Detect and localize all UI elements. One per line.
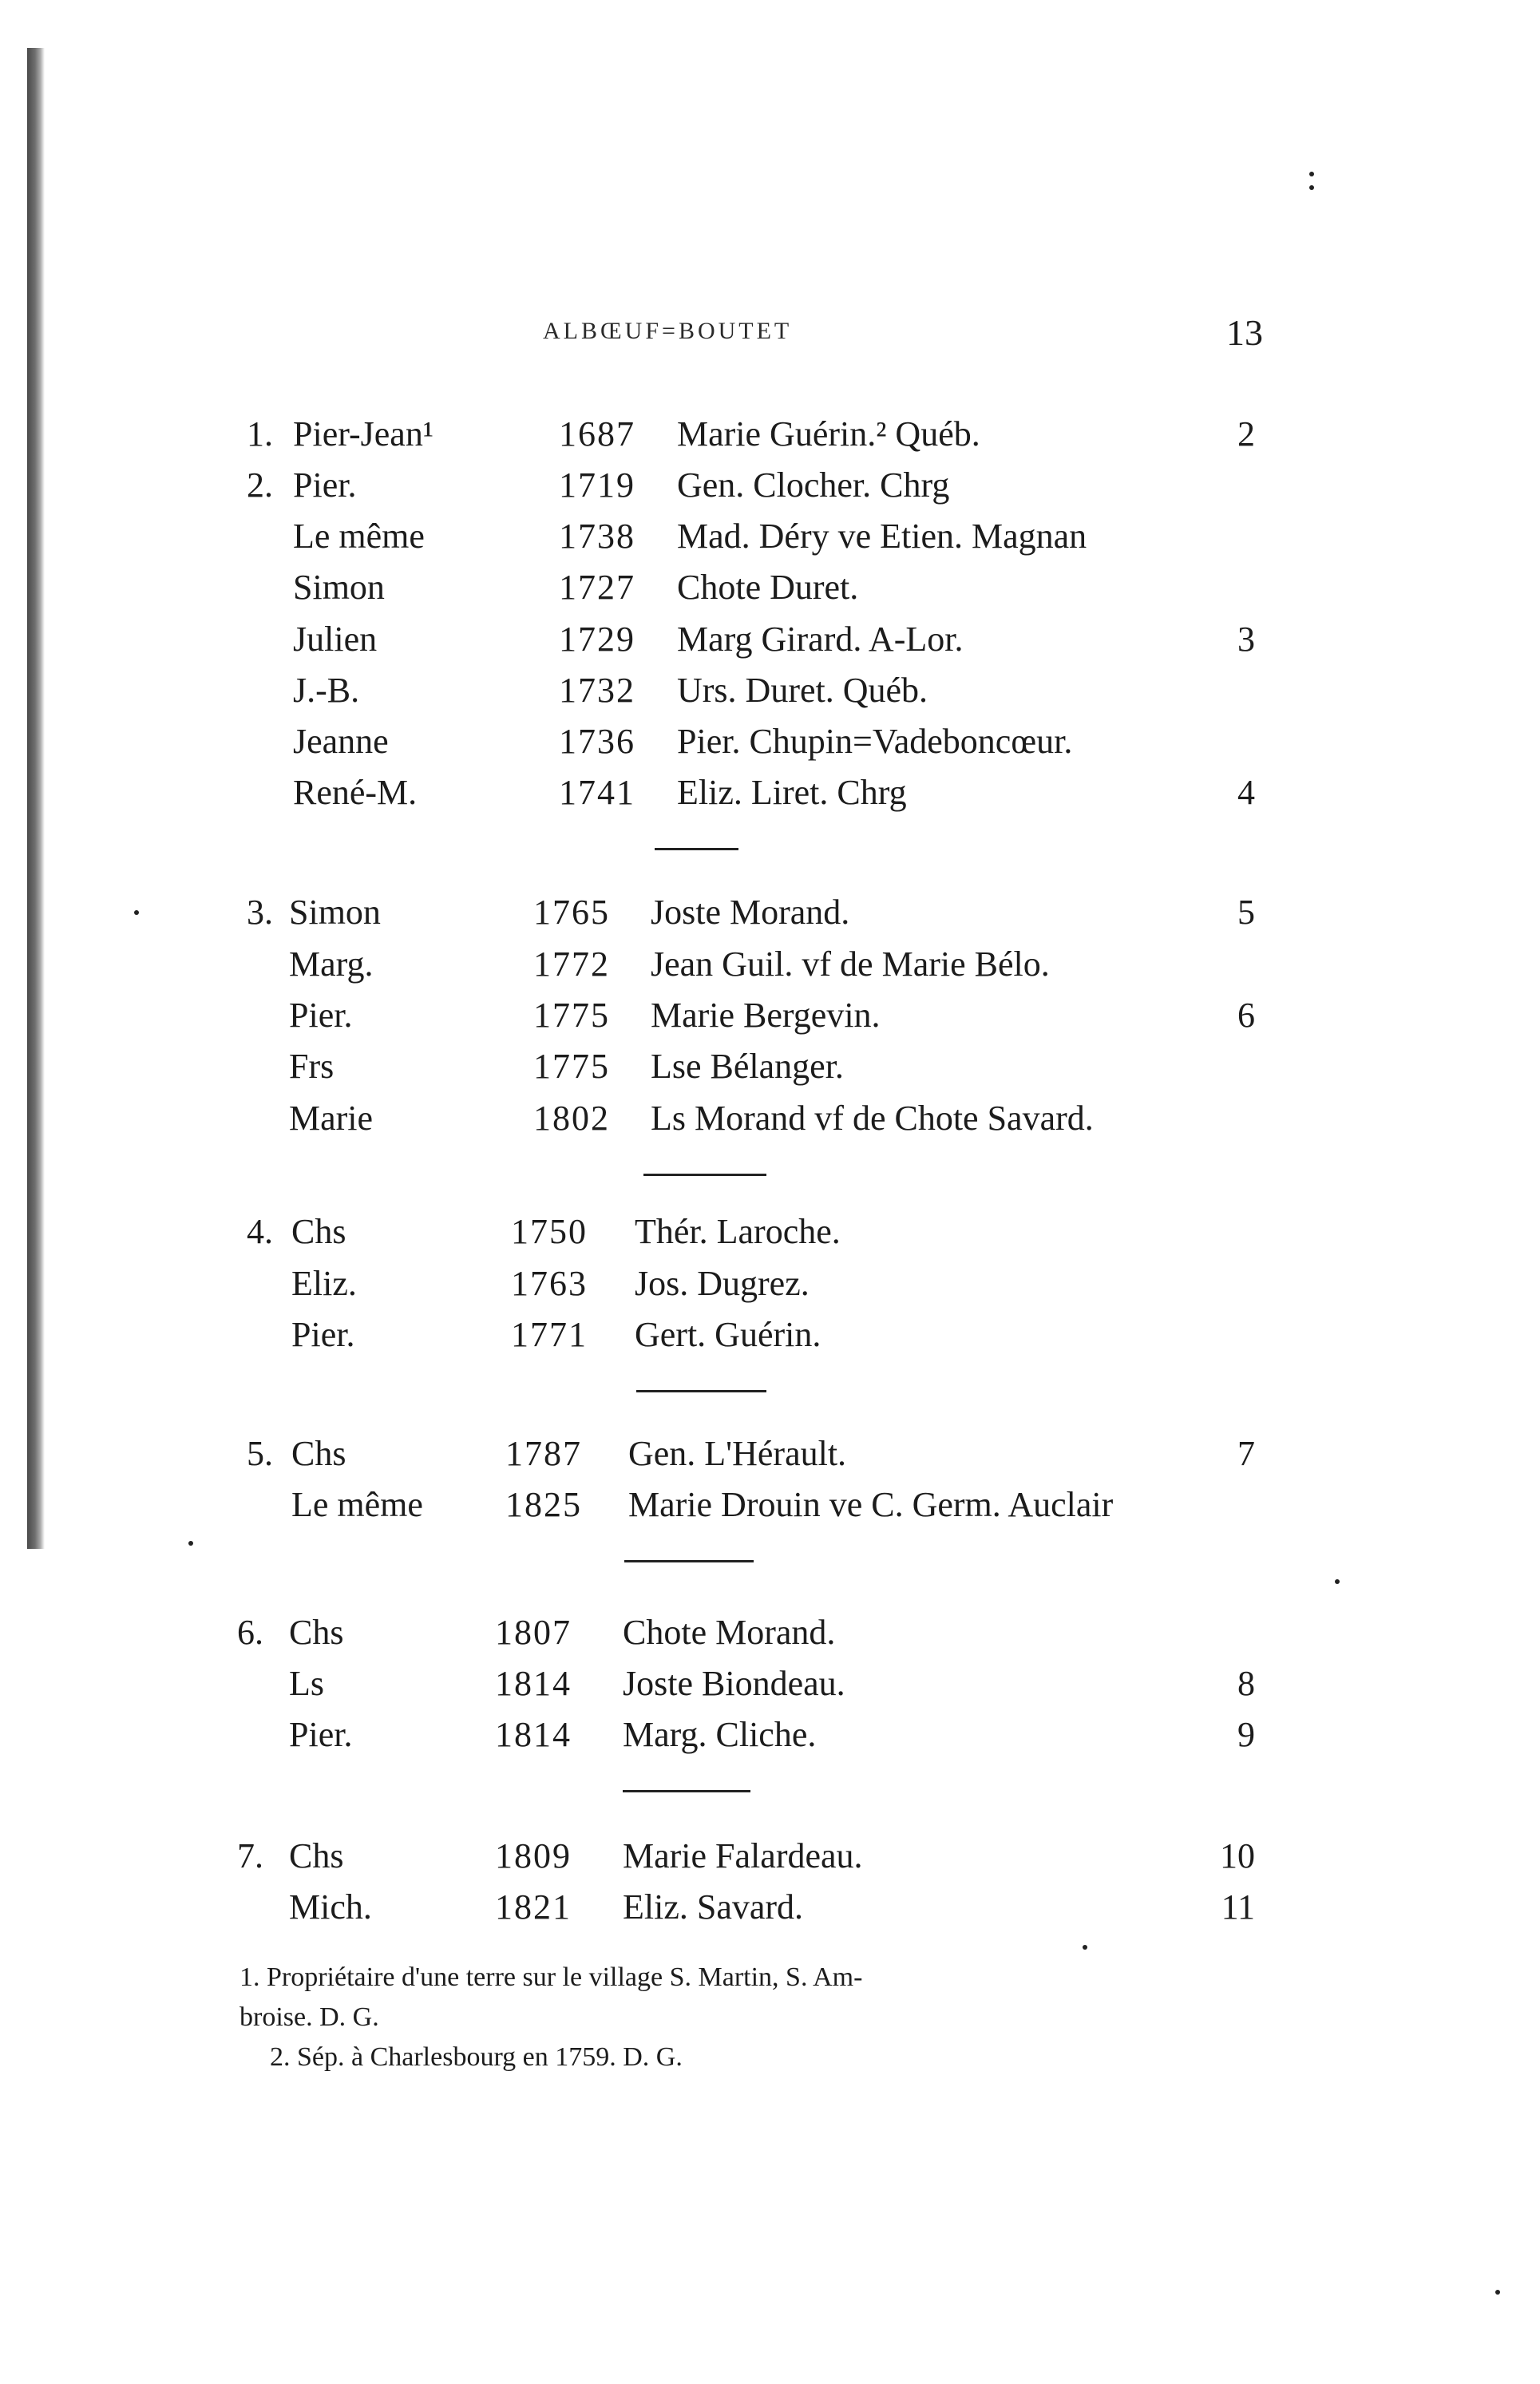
- entry-spouse: Gen. Clocher. Chrg: [677, 465, 950, 505]
- entry-spouse: Chote Morand.: [623, 1613, 836, 1652]
- footnote-1-continued: broise. D. G.: [240, 2002, 379, 2032]
- entry-year: 1729: [559, 620, 635, 659]
- entry-spouse: Gert. Guérin.: [635, 1315, 821, 1354]
- entry-spouse: Jean Guil. vf de Marie Bélo.: [651, 944, 1050, 984]
- entry-name: Chs: [291, 1212, 346, 1251]
- entry-spouse: Marie Falardeau.: [623, 1836, 863, 1875]
- entry-spouse: Marie Bergevin.: [651, 996, 881, 1035]
- section-divider: [643, 1174, 766, 1176]
- entry-name: Pier.: [291, 1315, 355, 1354]
- entry-year: 1775: [533, 996, 610, 1035]
- footnote-1: 1. Propriétaire d'une terre sur le village S. Martin, S. Am-: [240, 1962, 863, 1992]
- entry-year: 1809: [495, 1836, 572, 1875]
- entry-row: [0, 563, 1540, 612]
- entry-ref: 3: [1237, 620, 1255, 659]
- entry-spouse: Marg Girard. A-Lor.: [677, 620, 964, 659]
- entry-row: [0, 1883, 1540, 1932]
- entry-row: [0, 1094, 1540, 1143]
- entry-name: Pier.: [289, 1715, 353, 1754]
- entry-number: 6.: [237, 1613, 263, 1652]
- entry-name: Le même: [291, 1485, 423, 1524]
- entry-year: 1825: [505, 1485, 582, 1524]
- entry-spouse: Mad. Déry ve Etien. Magnan: [677, 517, 1087, 556]
- entry-ref: 8: [1237, 1664, 1255, 1703]
- entry-ref: 7: [1237, 1434, 1255, 1473]
- entry-spouse: Gen. L'Hérault.: [628, 1434, 847, 1473]
- footnote-2: 2. Sép. à Charlesbourg en 1759. D. G.: [270, 2042, 683, 2072]
- section-divider: [623, 1790, 750, 1792]
- entry-name: Le même: [293, 517, 425, 556]
- entry-number: 2.: [247, 465, 273, 505]
- entry-number: 1.: [247, 414, 273, 453]
- entry-number: 7.: [237, 1836, 263, 1875]
- entry-row: [0, 666, 1540, 715]
- entry-ref: 9: [1237, 1715, 1255, 1754]
- entry-ref: 5: [1237, 893, 1255, 932]
- entry-year: 1732: [559, 671, 635, 710]
- entry-spouse: Chote Duret.: [677, 568, 859, 607]
- entry-row: [0, 1608, 1540, 1657]
- entry-name: Eliz.: [291, 1264, 357, 1303]
- entry-year: 1738: [559, 517, 635, 556]
- entry-row: [0, 1310, 1540, 1360]
- entry-ref: 2: [1237, 414, 1255, 453]
- entry-year: 1765: [533, 893, 610, 932]
- entry-year: 1787: [505, 1434, 582, 1473]
- entry-name: Pier.: [293, 465, 357, 505]
- entry-row: [0, 1259, 1540, 1309]
- entry-ref: 4: [1237, 773, 1255, 812]
- section-divider: [636, 1390, 766, 1392]
- entry-row: [0, 1480, 1540, 1530]
- entry-spouse: Lse Bélanger.: [651, 1047, 844, 1086]
- entry-year: 1821: [495, 1887, 572, 1927]
- entry-spouse: Jos. Dugrez.: [635, 1264, 810, 1303]
- entry-year: 1763: [511, 1264, 588, 1303]
- entry-name: Pier.: [289, 996, 353, 1035]
- entry-spouse: Marg. Cliche.: [623, 1715, 817, 1754]
- entry-year: 1807: [495, 1613, 572, 1652]
- entry-row: [0, 768, 1540, 818]
- entry-ref: 11: [1221, 1887, 1255, 1927]
- entry-name: Marg.: [289, 944, 374, 984]
- entry-number: 5.: [247, 1434, 273, 1473]
- entry-name: Jeanne: [293, 722, 389, 761]
- section-divider: [624, 1560, 754, 1562]
- entry-year: 1736: [559, 722, 635, 761]
- entry-row: [0, 1832, 1540, 1881]
- entry-spouse: Thér. Laroche.: [635, 1212, 841, 1251]
- entry-row: [0, 940, 1540, 989]
- entry-spouse: Eliz. Savard.: [623, 1887, 804, 1927]
- entry-name: Pier-Jean¹: [293, 414, 434, 453]
- entry-year: 1750: [511, 1212, 588, 1251]
- entry-name: Julien: [293, 620, 378, 659]
- entry-row: [0, 1207, 1540, 1257]
- entry-year: 1775: [533, 1047, 610, 1086]
- entry-row: [0, 1429, 1540, 1479]
- entry-year: 1727: [559, 568, 635, 607]
- entry-row: [0, 991, 1540, 1040]
- entry-year: 1741: [559, 773, 635, 812]
- entry-row: [0, 1710, 1540, 1760]
- page-number: 13: [1226, 312, 1263, 353]
- entry-year: 1772: [533, 944, 610, 984]
- entry-name: René-M.: [293, 773, 418, 812]
- entry-row: [0, 461, 1540, 510]
- entry-row: [0, 512, 1540, 561]
- entry-row: [0, 717, 1540, 766]
- entry-name: Simon: [293, 568, 385, 607]
- entry-name: Mich.: [289, 1887, 372, 1927]
- entry-name: J.-B.: [293, 671, 360, 710]
- entry-name: Chs: [289, 1836, 344, 1875]
- entry-year: 1771: [511, 1315, 588, 1354]
- entry-row: [0, 1659, 1540, 1709]
- entry-ref: 10: [1220, 1836, 1255, 1875]
- entry-spouse: Ls Morand vf de Chote Savard.: [651, 1099, 1094, 1138]
- entry-spouse: Marie Drouin ve C. Germ. Auclair: [628, 1485, 1114, 1524]
- entry-year: 1802: [533, 1099, 610, 1138]
- entry-year: 1814: [495, 1715, 572, 1754]
- entry-name: Simon: [289, 893, 381, 932]
- entry-name: Chs: [291, 1434, 346, 1473]
- entry-number: 3.: [247, 893, 273, 932]
- entry-row: [0, 888, 1540, 937]
- entry-year: 1687: [559, 414, 635, 453]
- entry-name: Frs: [289, 1047, 335, 1086]
- entry-name: Chs: [289, 1613, 344, 1652]
- entry-name: Marie: [289, 1099, 374, 1138]
- entry-ref: 6: [1237, 996, 1255, 1035]
- entry-row: [0, 1042, 1540, 1091]
- entry-number: 4.: [247, 1212, 273, 1251]
- section-divider: [655, 848, 738, 850]
- entry-spouse: Urs. Duret. Québ.: [677, 671, 928, 710]
- entry-spouse: Joste Morand.: [651, 893, 850, 932]
- entry-spouse: Pier. Chupin=Vadeboncœur.: [677, 722, 1073, 761]
- running-title: ALBŒUF=BOUTET: [543, 318, 793, 344]
- entry-spouse: Marie Guérin.² Québ.: [677, 414, 980, 453]
- entry-year: 1814: [495, 1664, 572, 1703]
- footnotes: [240, 1958, 1277, 2077]
- entry-name: Ls: [289, 1664, 324, 1703]
- entry-row: [0, 410, 1540, 459]
- entry-spouse: Eliz. Liret. Chrg: [677, 773, 907, 812]
- entry-row: [0, 615, 1540, 664]
- entry-year: 1719: [559, 465, 635, 505]
- entry-spouse: Joste Biondeau.: [623, 1664, 845, 1703]
